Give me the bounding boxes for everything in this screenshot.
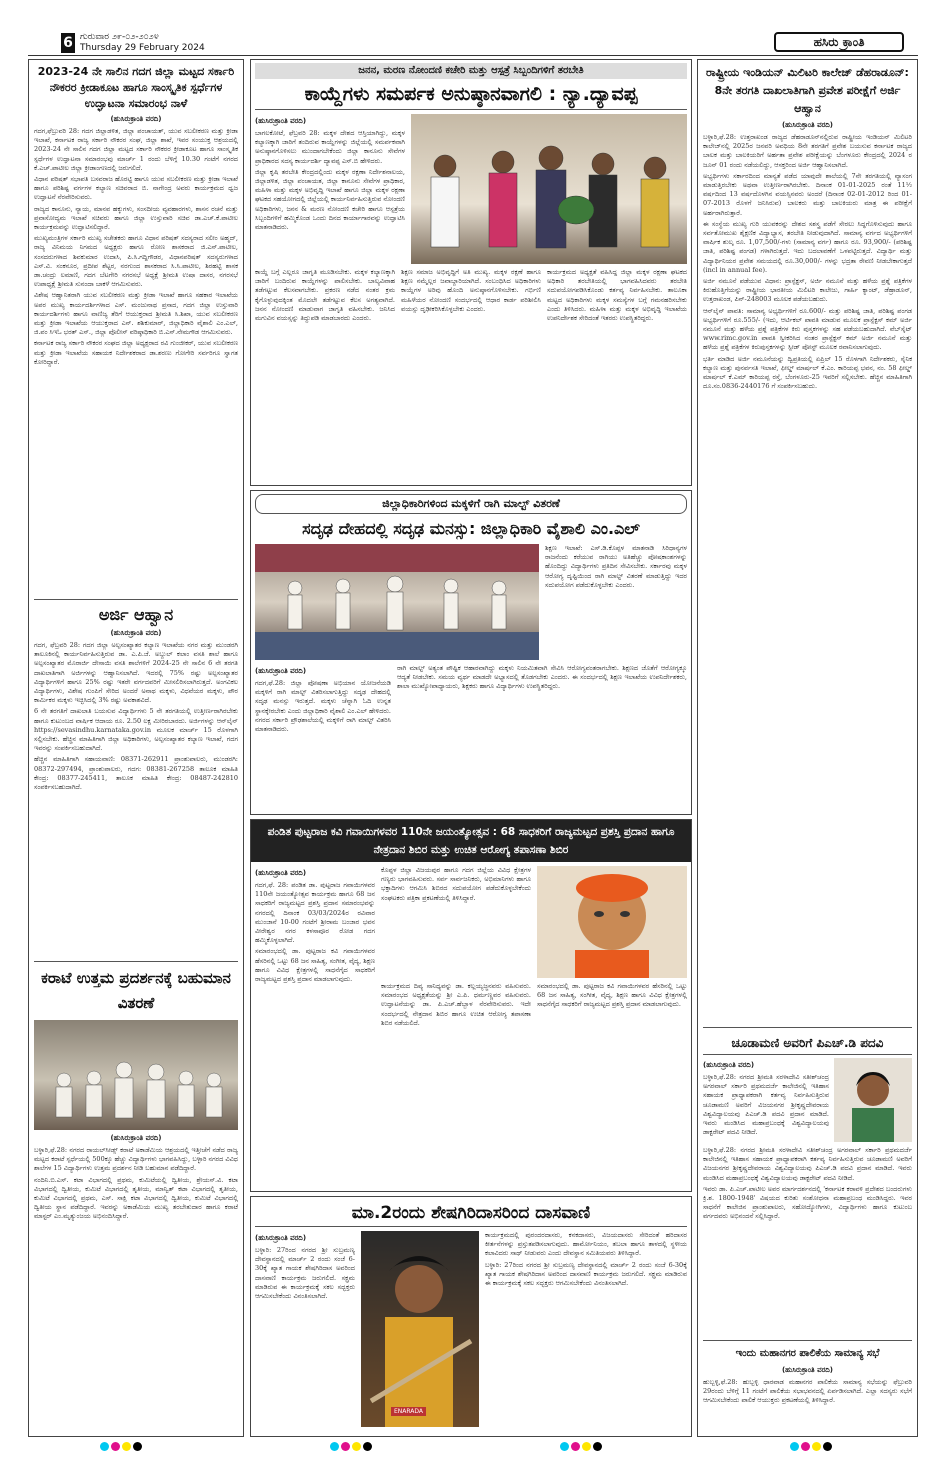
portrait-silhouette — [537, 866, 687, 978]
story-ragi-malt — [250, 490, 692, 815]
divider — [703, 1027, 912, 1028]
article-body — [703, 1378, 912, 1437]
paragraph: ಹೆಚ್ಚಿನ ಮಾಹಿತಿಗಾಗಿ ಸಹಾಯವಾಣಿ: 08371-262911 ಪ್ರಾಂಶುಪಾಲರು, ಮುಂಡರಗಿ: 08372-297494, ಪ್ರಾಂಶುಪಾಲರು, ಗದಗ: 08381-267258 ತಾಲೂಕ ಮಾಹಿತಿ ಕೇಂದ್ರ: 08377-245411, ತಾಲೂಕ ಮಾಹಿತಿ ಕೇಂದ್ರ: 08487-242810 ಸಂಪರ್ಕಿಸಬಹುದಾಗಿದೆ. — [34, 755, 238, 792]
paragraph: ಬಳ್ಳಾರಿ,ಫೆ.28: ನಗರದ ಶ್ರೀಮತಿ ಸರಳಾದೇವಿ ಸತೀಶ್‌ಚಂದ್ರ ಅಗರವಾಲ್ ಸರ್ಕಾರಿ ಪ್ರಥಮದರ್ಜೆ ಕಾಲೇಜಿನಲ್ಲಿ ಇತಿಹಾಸ ಸಹಾಯಕ ಪ್ರಾಧ್ಯಾಪಕರಾಗಿ ಕರ್ತವ್ಯ ನಿರ್ವಹಿಸುತ್ತಿರುವ ಚೂಡಾಮಣಿ ಅವರಿಗೆ ವಿಜಯನಗರ ಶ್ರೀಕೃಷ್ಣದೇವರಾಯ ವಿಶ್ವವಿದ್ಯಾಲಯವು ಪಿಎಚ್.ಡಿ ಪದವಿ ಪ್ರದಾನ ಮಾಡಿದೆ. ಇವರು ಮಂಡಿಸಿದ ಮಹಾಪ್ರಬಂಧಕ್ಕೆ ವಿಶ್ವವಿದ್ಯಾಲಯವು ಡಾಕ್ಟರೇಟ್ ಪದವಿ ನೀಡಿದೆ. — [703, 1146, 912, 1182]
paragraph: ಬಾಗಲಕೋಟೆ, ಫೆಬ್ರವರಿ 28: ಮಕ್ಕಳ ದೇಶದ ಆಸ್ತಿಯಾಗಿದ್ದು, ಮಕ್ಕಳ ಕಲ್ಯಾಣಕ್ಕಾಗಿ ಜಾರಿಗೆ ತಂದಿರುವ ಕಾಯ್ದೆಗಳನ್ನು ಜಿಲ್ಲೆಯಲ್ಲಿ ಸಮರ್ಪಕವಾಗಿ ಅನುಷ್ಠಾನಗೊಳಿಸಲು ಮುಂದಾಗಬೇಕೆಂದು ಜಿಲ್ಲಾ ಕಾನೂನು ಸೇವೆಗಳ ಪ್ರಾಧಿಕಾರದ ಸದಸ್ಯ ಕಾರ್ಯದರ್ಶಿ ದ್ಯಾವಪ್ಪ ಎಸ್.ಬಿ ಹೇಳಿದರು. — [255, 129, 405, 165]
article-body — [401, 268, 541, 486]
article-body — [703, 133, 912, 1023]
registration-dot — [571, 1442, 580, 1451]
registration-dot — [790, 1442, 799, 1451]
story-kicker: ಜನನ, ಮರಣ ನೋಂದಣಿ ಕಚೇರಿ ಮತ್ತು ಆಸ್ಪತ್ರೆ ಸಿಬ್ಬಂದಿಗಳಿಗೆ ತರಬೇತಿ — [255, 63, 687, 79]
article-headline: ಚೂಡಾಮಣಿ ಅವರಿಗೆ ಪಿಎಚ್.ಡಿ ಪದವಿ — [703, 1032, 912, 1055]
paragraph: ವಿಶೇಷ ಆಹ್ವಾನಿತರಾಗಿ ಯುವ ಸಬಲೀಕರಣ ಮತ್ತು ಕ್ರೀಡಾ ಇಲಾಖೆ ಹಾಗೂ ಸಹಕಾರ ಇಲಾಖೆಯ ಅಪರ ಮುಖ್ಯ ಕಾರ್ಯದರ್ಶಿಗಳಾದ ಎಸ್. ಮಂಜುನಾಥ ಪ್ರಸಾದ, ಗದಗ ಜಿಲ್ಲಾ ಉಸ್ತುವಾರಿ ಕಾರ್ಯದರ್ಶಿಗಳು ಹಾಗೂ ವಾಣಿಜ್ಯ ತೆರಿಗೆ ಆಯುಕ್ತರಾದ ಶ್ರೀಮತಿ ಸಿ.ಶಿಖಾ, ಯುವ ಸಬಲೀಕರಣ ಮತ್ತು ಕ್ರೀಡಾ ಇಲಾಖೆಯ ಆಯುಕ್ತರಾದ ಎನ್. ಶಶಿಕುಮಾರ್, ಜಿಲ್ಲಾಧಿಕಾರಿ ವೈಶಾಲಿ ಎಂ.ಎಲ್, ಜಿ.ಪಂ ಸಿಇಓ ಭರತ್ ಎಸ್., ಜಿಲ್ಲಾ ಪೊಲೀಸ್ ವರಿಷ್ಠಾಧಿಕಾರಿ ಬಿ.ಎಸ್.ನೇಮಗೌಡ ಆಗಮಿಸುವರು. — [34, 291, 238, 337]
registration-dot — [823, 1442, 832, 1451]
story-training — [250, 59, 692, 486]
paragraph: ಬಳ್ಳಾರಿ,ಫೆ.28: ಉತ್ತರಾಖಂಡ ರಾಜ್ಯದ ಡೆಹರಾಡೂನ್‌ನಲ್ಲಿರುವ ರಾಷ್ಟ್ರೀಯ ಇಂಡಿಯನ್ ಮಿಲಿಟರಿ ಕಾಲೇಜ್‌ನಲ್ಲಿ 2025ರ ಜನವರಿ ಅವಧಿಯ 8ನೇ ತರಗತಿಗೆ ಪ್ರವೇಶ ಬಯಸುವ ಕರ್ನಾಟಕ ರಾಜ್ಯದ ಬಾಲಕ ಮತ್ತು ಬಾಲಕಿಯರಿಗೆ ಅರ್ಹತಾ ಪ್ರವೇಶ ಪರೀಕ್ಷೆಯನ್ನು ಬೆಂಗಳೂರು ಕೇಂದ್ರದಲ್ಲಿ 2024 ರ ಜೂನ್ 01 ರಂದು ನಡೆಯಲಿದ್ದು, ಆಸಕ್ತರಿಂದ ಅರ್ಜಿ ಆಹ್ವಾನಿಸಲಾಗಿದೆ. — [703, 133, 912, 169]
article-body — [485, 1231, 687, 1427]
registration-dot — [593, 1442, 602, 1451]
paragraph: ಶಿಕ್ಷಣ ಇಲಾಖೆ: ಎಸ್.ಡಿ.ಕೊಪ್ಪಳ ಮಾತನಾಡಿ ಸಿರಿಧಾನ್ಯಗಳ ರಾಜನೆಂದು ಕರೆಯುವ ರಾಗಿಯು ಅತಿಹೆಚ್ಚು ಪೋಷಕಾಂಶಗಳನ್ನು ಹೊಂದಿದ್ದು ವಿದ್ಯಾರ್ಥಿಗಳು ಪ್ರತಿದಿನ ಸೇವಿಸಬೇಕು. ಸರ್ಕಾರವು ಮಕ್ಕಳ ಆರೋಗ್ಯ ದೃಷ್ಟಿಯಿಂದ ರಾಗಿ ಮಾಲ್ಟ್ ವಿತರಣೆ ಮಾಡುತ್ತಿದ್ದು ಇದರ ಸದುಪಯೋಗ ಪಡೆದುಕೊಳ್ಳಬೇಕು ಎಂದರು. — [545, 544, 687, 589]
article-body — [255, 129, 405, 261]
story-kicker: ಜಿಲ್ಲಾಧಿಕಾರಿಗಳಿಂದ ಮಕ್ಕಳಿಗೆ ರಾಗಿ ಮಾಲ್ಟ್ ವಿತರಣೆ — [255, 494, 687, 514]
article-body — [381, 866, 531, 978]
paragraph: ನಂದಿನಿ.ಬಿ.ಎಸ್. ಕಟಾ ವಿಭಾಗದಲ್ಲಿ ಪ್ರಥಮ, ಕುಮಿಟೆಯಲ್ಲಿ ದ್ವಿತೀಯ, ಶ್ರೇಯಸ್.ವಿ. ಕಟಾ ವಿಭಾಗದಲ್ಲಿ ದ್ವಿತೀಯ, ಕುಮಿಟೆ ವಿಭಾಗದಲ್ಲಿ ತೃತೀಯ, ಮಾನ್ವಿತ್ ಕಟಾ ವಿಭಾಗದಲ್ಲಿ ತೃತೀಯ, ಕುಮಿಟೆ ವಿಭಾಗದಲ್ಲಿ ಪ್ರಥಮ, ಎಸ್. ಸಾಕ್ಷಿ ಕಟಾ ವಿಭಾಗದಲ್ಲಿ ದ್ವಿತೀಯ, ಕುಮಿಟೆ ವಿಭಾಗದಲ್ಲಿ ದ್ವಿತೀಯ ಸ್ಥಾನ ಪಡೆದಿದ್ದಾರೆ. ಇವರನ್ನು ಅಕಾಡೆಮಿಯ ಮುಖ್ಯ ತರಬೇತುದಾರ ಹಾಗೂ ಕರಾಟೆ ಮಾಸ್ಟರ್ ಎಂ.ಮೃತ್ಯುಂಜಯ ಅಭಿನಂದಿಸಿದ್ದಾರೆ. — [34, 1175, 238, 1221]
article-dateline: (ಹುಸಿರುಕ್ರಾಂತಿ ವರದಿ) — [255, 117, 307, 125]
paragraph: ಕಾರ್ಯಕ್ರಮದಲ್ಲಿ ಪುರಂದರದಾಸರು, ಕನಕದಾಸರು, ವಿಜಯದಾಸರು ಸೇರಿದಂತೆ ಹರಿದಾಸರ ಕೀರ್ತನೆಗಳನ್ನು ಪ್ರಸ್ತುತಪಡಿಸಲಾಗುವುದು. ಹಾರ್ಮೋನಿಯಂ, ತಬಲಾ ಹಾಗೂ ತಾಳದಲ್ಲಿ ಸ್ಥಳೀಯ ಕಲಾವಿದರು ಸಾಥ್ ನೀಡುವರು ಎಂದು ದೇವಸ್ಥಾನ ಸಮಿತಿಯವರು ತಿಳಿಸಿದ್ದಾರೆ. — [485, 1231, 687, 1258]
paragraph: ಕಾರ್ಯಕ್ರಮದ ದಿವ್ಯ ಸಾನಿಧ್ಯವನ್ನು ಡಾ. ಕಲ್ಲಯ್ಯಜ್ಜನವರು ವಹಿಸುವರು. ಸಮಾರಂಭದ ಅಧ್ಯಕ್ಷತೆಯನ್ನು ಶ್ರೀ ಎ.ಪಿ. ಧರ್ಮಣ್ಣವರ ವಹಿಸುವರು. ಉದ್ಘಾಟನೆಯನ್ನು ಡಾ. ಪಿ.ಎಚ್.ಹೆಬ್ಬಾಳ ನೆರವೇರಿಸುವರು. ಇದೇ ಸಂದರ್ಭದಲ್ಲಿ ನೇತ್ರದಾನ ಶಿಬಿರ ಹಾಗೂ ಉಚಿತ ಆರೋಗ್ಯ ತಪಾಸಣಾ ಶಿಬಿರ ನಡೆಯಲಿದೆ. — [381, 982, 531, 1027]
issue-date — [80, 32, 205, 54]
article-body — [255, 1246, 355, 1426]
registration-dot — [330, 1442, 339, 1451]
article-dateline: (ಹುಸಿರುಕ್ರಾಂತಿ ವರದಿ) — [255, 667, 307, 675]
article-dateline: (ಹುಸಿರುಕ್ರಾಂತಿ ವರದಿ) — [110, 1134, 162, 1142]
registration-dot — [133, 1442, 142, 1451]
singer-portrait-photo — [361, 1231, 479, 1427]
officials-silhouette — [411, 114, 687, 264]
article-headline: ಕಾಯ್ದೆಗಳು ಸಮರ್ಪಕ ಅನುಷ್ಠಾನವಾಗಲಿ : ನ್ಯಾ.ದ್ಯಾವಪ್ಪ — [255, 79, 687, 110]
divider — [703, 1340, 912, 1341]
registration-dot — [341, 1442, 350, 1451]
paragraph: ಬಳ್ಳಾರಿ,ಫೆ.28: ನಗರದ ಶ್ರೀಮತಿ ಸರಳಾದೇವಿ ಸತೀಶ್‌ಚಂದ್ರ ಅಗರವಾಲ್ ಸರ್ಕಾರಿ ಪ್ರಥಮದರ್ಜೆ ಕಾಲೇಜಿನಲ್ಲಿ ಇತಿಹಾಸ ಸಹಾಯಕ ಪ್ರಾಧ್ಯಾಪಕರಾಗಿ ಕರ್ತವ್ಯ ನಿರ್ವಹಿಸುತ್ತಿರುವ ಚೂಡಾಮಣಿ ಅವರಿಗೆ ವಿಜಯನಗರ ಶ್ರೀಕೃಷ್ಣದೇವರಾಯ ವಿಶ್ವವಿದ್ಯಾಲಯವು ಪಿಎಚ್.ಡಿ ಪದವಿ ಪ್ರದಾನ ಮಾಡಿದೆ. ಇವರು ಮಂಡಿಸಿದ ಮಹಾಪ್ರಬಂಧಕ್ಕೆ ವಿಶ್ವವಿದ್ಯಾಲಯವು ಡಾಕ್ಟರೇಟ್ ಪದವಿ ನೀಡಿದೆ. — [703, 1073, 829, 1137]
registration-dot — [122, 1442, 131, 1451]
paragraph: ಈ ಸಂಸ್ಥೆಯ ಮುಖ್ಯ ಗುರಿ ಯುವಕರನ್ನು ದೇಶದ ಸಶಸ್ತ್ರ ಪಡೆಗೆ ಸೇರಲು ಸಿದ್ಧಗೊಳಿಸುವುದು ಹಾಗೂ ಸರ್ವತೋಮುಖ ಶೈಕ್ಷಣಿಕ ವಿದ್ಯಾಭ್ಯಾಸ, ತರಬೇತಿ ನೀಡುವುದಾಗಿದೆ. ಸಾಮಾನ್ಯ ವರ್ಗದ ಅಭ್ಯರ್ಥಿಗಳಿಗೆ ವಾರ್ಷಿಕ ಶುಲ್ಕ ರೂ. 1,07,500/-ಗಳು (ಸಾಮಾನ್ಯ ವರ್ಗ) ಹಾಗೂ ರೂ. 93,900/- (ಪರಿಶಿಷ್ಟ ಜಾತಿ, ಪರಿಶಿಷ್ಟ ಪಂಗಡ) ಗಳಾಗಿರುತ್ತದೆ. ಇದು ಬದಲಾವಣೆಗೆ ಒಳಪಟ್ಟಿರುತ್ತದೆ. ವಿದ್ಯಾರ್ಥಿ ಮತ್ತು ವಿದ್ಯಾರ್ಥಿನಿಯರ ಪ್ರವೇಶ ಸಮಯದಲ್ಲಿ ರೂ.30,000/- ಗಳನ್ನು ಭದ್ರತಾ ಠೇವಣಿ ನೀಡಬೇಕಾಗುತ್ತದೆ (incl in annual fee). — [703, 219, 912, 274]
paragraph: ಗದಗ,ಫೆಬ್ರುವರಿ 28: ಗದಗ ಜಿಲ್ಲಾಡಳಿತ, ಜಿಲ್ಲಾ ಪಂಚಾಯತ್, ಯುವ ಸಬಲೀಕರಣ ಮತ್ತು ಕ್ರೀಡಾ ಇಲಾಖೆ, ಕರ್ನಾಟಕ ರಾಜ್ಯ ಸರ್ಕಾರಿ ನೌಕರರ ಸಂಘ, ಜಿಲ್ಲಾ ಶಾಖೆ, ಇವರ ಸಂಯುಕ್ತ ಆಶ್ರಯದಲ್ಲಿ 2023-24 ನೇ ಸಾಲಿನ ಗದಗ ಜಿಲ್ಲಾ ಮಟ್ಟದ ಸರ್ಕಾರಿ ನೌಕರರ ಕ್ರೀಡಾಕೂಟ ಹಾಗೂ ಸಾಂಸ್ಕೃತಿಕ ಸ್ಪರ್ಧೆಗಳ ಉದ್ಘಾಟನಾ ಸಮಾರಂಭವು ಮಾರ್ಚ್ 1 ರಂದು ಬೆಳಿಗ್ಗೆ 10.30 ಗಂಟೆಗೆ ನಗರದ ಕೆ.ಎಚ್.ಪಾಟೀಲ ಜಿಲ್ಲಾ ಕ್ರೀಡಾಂಗಣದಲ್ಲಿ ಜರುಗಲಿದೆ. — [34, 127, 238, 172]
article-body — [381, 982, 531, 1180]
paragraph: ರಾಗಿ ಮಾಲ್ಟ್ ಅತ್ಯಂತ ಪೌಷ್ಟಿಕ ಆಹಾರವಾಗಿದ್ದು ಮಕ್ಕಳು ನಿಯಮಿತವಾಗಿ ಸೇವಿಸಿ ಆರೋಗ್ಯವಂತರಾಗಬೇಕು. ಶಿಕ್ಷಣದ ಜೊತೆಗೆ ಆರೋಗ್ಯಕ್ಕೂ ಆದ್ಯತೆ ನೀಡಬೇಕು. ಸಮಯ ವ್ಯರ್ಥ ಮಾಡದೇ ಅಭ್ಯಾಸದಲ್ಲಿ ತೊಡಗಬೇಕು ಎಂದರು. ಈ ಸಂದರ್ಭದಲ್ಲಿ ಶಿಕ್ಷಣ ಇಲಾಖೆಯ ಉಪನಿರ್ದೇಶಕರು, ಶಾಲಾ ಮುಖ್ಯೋಪಾಧ್ಯಾಯರು, ಶಿಕ್ಷಕರು ಹಾಗೂ ವಿದ್ಯಾರ್ಥಿಗಳು ಉಪಸ್ಥಿತರಿದ್ದರು. — [397, 664, 687, 691]
article-body — [545, 544, 687, 660]
group-silhouette — [34, 1020, 238, 1130]
paragraph: ಕಾರ್ಯಕ್ರಮದ ಅಧ್ಯಕ್ಷತೆ ವಹಿಸಿದ್ದ ಜಿಲ್ಲಾ ಮಕ್ಕಳ ರಕ್ಷಣಾ ಘಟಕದ ಅಧಿಕಾರಿ ತರಬೇತಿಯಲ್ಲಿ ಭಾಗವಹಿಸಿದವರು ತರಬೇತಿ ಸದುಪಯೋಗಪಡಿಸಿಕೊಂಡು ಕರ್ತವ್ಯ ನಿರ್ವಹಿಸಬೇಕು. ತಾಲೂಕಾ ಮಟ್ಟದ ಅಧಿಕಾರಿಗಳು ಮಕ್ಕಳ ಸಮಸ್ಯೆಗಳ ಬಗ್ಗೆ ಗಮನಹರಿಸಬೇಕು ಎಂದು ತಿಳಿಸಿದರು. ಮಹಿಳಾ ಮತ್ತು ಮಕ್ಕಳ ಅಭಿವೃದ್ಧಿ ಇಲಾಖೆಯ ಉಪನಿರ್ದೇಶಕ ಸೇರಿದಂತೆ ಇತರರು ಉಪಸ್ಥಿತರಿದ್ದರು. — [547, 268, 687, 323]
story-puttaraj-jayanti — [250, 819, 692, 1192]
masthead-logo: ಹಸಿರು ಕ್ರಾಂತಿ — [774, 32, 904, 52]
paragraph: ಅರ್ಜಿ ನಮೂನೆ ಪಡೆಯುವ ವಿಧಾನ: ಪ್ರಾಸ್ಪೆಕ್ಟಸ್, ಅರ್ಜಿ ನಮೂನೆ ಮತ್ತು ಹಳೆಯ ಪ್ರಶ್ನೆ ಪತ್ರಿಕೆಗಳ ಕಿರುಹೊತ್ತಿಗೆಯನ್ನು ರಾಷ್ಟ್ರೀಯ ಭಾರತೀಯ ಮಿಲಿಟರಿ ಕಾಲೇಜು, ಗಾರ್ಹಿ ಕ್ಯಾಂಟ್, ಡೆಹ್ರಾಡೂನ್, ಉತ್ತರಾಖಂಡ, ಪಿನ್-248003 ಮೂಲಕ ಪಡೆಯಬಹುದು. — [703, 277, 912, 304]
article-headline: ಕರಾಟೆ ಉತ್ತಮ ಪ್ರದರ್ಶನಕ್ಕೆ ಬಹುಮಾನ ವಿತರಣೆ — [41, 969, 231, 1012]
registration-dot — [100, 1442, 109, 1451]
registration-dot — [560, 1442, 569, 1451]
paragraph: ಗದಗ, ಫೆಬ್ರವರಿ 28: ಗದಗ ಜಿಲ್ಲಾ ಅಲ್ಪಸಂಖ್ಯಾತರ ಕಲ್ಯಾಣ ಇಲಾಖೆಯ ನಗರ ಮತ್ತು ಮುಂಡರಗಿ ತಾಲೂಕಿನಲ್ಲಿ ಕಾರ್ಯನಿರ್ವಹಿಸುತ್ತಿರುವ ಡಾ. ಎ.ಪಿ.ಜೆ. ಅಬ್ದುಲ್ ಕಲಾಂ ವಸತಿ ಶಾಲೆ ಹಾಗೂ ಅಲ್ಪಸಂಖ್ಯಾತರ ಮೊರಾರ್ಜಿ ದೇಸಾಯಿ ವಸತಿ ಶಾಲೆಗಳಿಗೆ 2024-25 ನೇ ಸಾಲಿನ 6 ನೇ ತರಗತಿ ದಾಖಲಾತಿಗಾಗಿ ಅರ್ಜಿಗಳನ್ನು ಆಹ್ವಾನಿಸಲಾಗಿದೆ. ಇದರಲ್ಲಿ 75% ರಷ್ಟು ಅಲ್ಪಸಂಖ್ಯಾತರ ವಿದ್ಯಾರ್ಥಿಗಳಿಗೆ ಹಾಗೂ 25% ರಷ್ಟು ಇತರೇ ವರ್ಗದವರಿಗೆ ಮೀಸಲಿರಿಸಲಾಗಿರುತ್ತದೆ. ಅಂಗವಿಕಲ ವಿದ್ಯಾರ್ಥಿಗಳು, ವಿಶೇಷ ಗುಂಪಿಗೆ ಸೇರಿದ ಅಂದರೆ ಅನಾಥ ಮಕ್ಕಳು, ವಿಧವೆಯರ ಮಕ್ಕಳು, ಪೌರ ಕಾರ್ಮಿಕರ ಮಕ್ಕಳು ಇಚ್ಛಿಸಿದಲ್ಲಿ 3% ರಷ್ಟು ಅವಕಾಶವಿದೆ. — [34, 641, 238, 705]
registration-marks-left — [100, 1442, 142, 1451]
registration-dot — [801, 1442, 810, 1451]
registration-dot — [812, 1442, 821, 1451]
right-column — [697, 59, 918, 1437]
paragraph: ಸಮಾರಂಭದಲ್ಲಿ ಡಾ. ಪುಟ್ಟರಾಜ ಕವಿ ಗವಾಯಿಗಳವರ ಹೆಸರಿನಲ್ಲಿ ಒಟ್ಟು 68 ಜನ ಸಾಹಿತ್ಯ, ಸಂಗೀತ, ವೈದ್ಯ, ಶಿಕ್ಷಣ ಹಾಗೂ ವಿವಿಧ ಕ್ಷೇತ್ರಗಳಲ್ಲಿ ಸಾಧನೆಗೈದ ಸಾಧಕರಿಗೆ ರಾಜ್ಯಮಟ್ಟದ ಪ್ರಶಸ್ತಿ ಪ್ರದಾನ ಮಾಡಲಾಗುವುದು. — [537, 982, 687, 1009]
divider — [34, 599, 238, 600]
paragraph: ಬಳ್ಳಾರಿ,ಫೆ.28: ನಗರದ ರಾಯಲ್‌ಸೀಡ್ಸ್ ಕರಾಟೆ ಅಕಾಡೆಮಿಯ ಆಶ್ರಯದಲ್ಲಿ ಇತ್ತೀಚೆಗೆ ನಡೆದ ರಾಜ್ಯ ಮಟ್ಟದ ಕರಾಟೆ ಸ್ಪರ್ಧೆಯಲ್ಲಿ 500ಕ್ಕೂ ಹೆಚ್ಚು ವಿದ್ಯಾರ್ಥಿಗಳು ಭಾಗವಹಿಸಿದ್ದು, ಬಳ್ಳಾರಿ ನಗರದ ವಿವಿಧ ಶಾಲೆಗಳ 15 ವಿದ್ಯಾರ್ಥಿಗಳು ಉತ್ತಮ ಪ್ರದರ್ಶನ ನೀಡಿ ಬಹುಮಾನ ಪಡೆದಿದ್ದಾರೆ. — [34, 1146, 238, 1173]
left-column — [28, 59, 244, 1437]
article-dateline: (ಹುಸಿರುಕ್ರಾಂತಿ ವರದಿ) — [781, 121, 834, 129]
paragraph: ಗದಗ,ಫೆ. 28: ಪಂಡಿತ ಡಾ. ಪುಟ್ಟರಾಜ ಗವಾಯಿಗಳವರ 110ನೇ ಜಯಂತ್ಯೋತ್ಸವ ಕಾರ್ಯಕ್ರಮ ಹಾಗೂ 68 ಜನ ಸಾಧಕರಿಗೆ ರಾಜ್ಯಮಟ್ಟದ ಪ್ರಶಸ್ತಿ ಪ್ರದಾನ ಸಮಾರಂಭವನ್ನು ನಗರದಲ್ಲಿ ದಿನಾಂಕ 03/03/2024ರ ರವಿವಾರ ಮುಂಜಾನೆ 10-00 ಗಂಟೆಗೆ ಶ್ರೀರಾಮ ಬಂಜಾರ ಭವನ ವೀರೇಶ್ವರ ನಗರ ಕಳಸಾಪೂರ ರೋಡ ಗದಗ ಹಮ್ಮಿಕೊಳ್ಳಲಾಗಿದೆ. — [255, 881, 375, 945]
paragraph: ಹುಬ್ಬಳ್ಳಿ,ಫೆ.28: ಹುಬ್ಬಳ್ಳಿ ಧಾರವಾಡ ಮಹಾನಗರ ಪಾಲಿಕೆಯ ಸಾಮಾನ್ಯ ಸಭೆಯನ್ನು ಫೆಬ್ರುವರಿ 29ರಂದು ಬೆಳಿಗ್ಗೆ 11 ಗಂಟೆಗೆ ಪಾಲಿಕೆಯ ಸಭಾಭವನದಲ್ಲಿ ಏರ್ಪಡಿಸಲಾಗಿದೆ. ಎಲ್ಲಾ ಸದಸ್ಯರು ಸಭೆಗೆ ಆಗಮಿಸಬೇಕೆಂದು ಪಾಲಿಕೆ ಆಯುಕ್ತರು ಪ್ರಕಟಣೆಯಲ್ಲಿ ತಿಳಿಸಿದ್ದಾರೆ. — [703, 1378, 912, 1405]
paragraph: ವಿಧಾನ ಪರಿಷತ್ ಸಭಾಪತಿ ಬಸವರಾಜ ಹೊರಟ್ಟಿ ಹಾಗೂ ಯುವ ಸಬಲೀಕರಣ ಮತ್ತು ಕ್ರೀಡಾ ಇಲಾಖೆ ಹಾಗೂ ಪರಿಶಿಷ್ಟ ವರ್ಗಗಳ ಕಲ್ಯಾಣ ಸಚಿವರಾದ ಬಿ. ನಾಗೇಂದ್ರ ಅವರು ಕಾರ್ಯಕ್ರಮದ ಧ್ವಜ ಉದ್ಘಾಟನೆ ನೆರವೇರಿಸುವರು. — [34, 175, 238, 202]
article-body — [34, 127, 238, 595]
article-body — [537, 982, 687, 1180]
registration-dot — [111, 1442, 120, 1451]
article-dateline: (ಹುಸಿರುಕ್ರಾಂತಿ ವರದಿ) — [255, 1234, 307, 1242]
paragraph: ಅಭ್ಯರ್ಥಿಗಳು ಸರ್ಕಾರದಿಂದ ಮಾನ್ಯತೆ ಪಡೆದ ಯಾವುದೇ ಶಾಲೆಯಲ್ಲಿ 7ನೇ ತರಗತಿಯಲ್ಲಿ ವ್ಯಾಸಂಗ ಮಾಡುತ್ತಿರಬೇಕು ಅಥವಾ ಉತ್ತೀರ್ಣರಾಗಿರಬೇಕು. ದಿನಾಂಕ 01-01-2025 ರಂತೆ 11½ ವರ್ಷದಿಂದ 13 ವರ್ಷದೊಳಗಿನ ವಯಸ್ಸಿನವರು ಅಂದರೆ (ದಿನಾಂಕ 02-01-2012 ರಿಂದ 01-07-2013 ರೊಳಗೆ ಜನಿಸಿರುವ) ಬಾಲಕರು ಮತ್ತು ಬಾಲಕಿಯರು ಮಾತ್ರ ಈ ಪರೀಕ್ಷೆಗೆ ಅರ್ಹರಾಗಿರುತ್ತಾರೆ. — [703, 171, 912, 217]
article-headline: ರಾಷ್ಟ್ರೀಯ ಇಂಡಿಯನ್ ಮಿಲಿಟರಿ ಕಾಲೇಜ್ ಡೆಹರಾಡೂನ್: 8ನೇ ತರಗತಿ ದಾಖಲಾತಿಗಾಗಿ ಪ್ರವೇಶ ಪರೀಕ್ಷೆಗೆ ಅರ್ಜಿ ಆಹ್ವಾನ — [706, 66, 909, 115]
article-body — [703, 1073, 829, 1143]
paragraph: ರಾಜ್ಯದ ಕಾನೂನು, ನ್ಯಾಯ, ಮಾನವ ಹಕ್ಕುಗಳು, ಸಂಸದೀಯ ವ್ಯವಹಾರಗಳು, ಶಾಸನ ರಚನೆ ಮತ್ತು ಪ್ರವಾಸೋದ್ಯಮ ಇಲಾಖೆ ಸಚಿವರು ಹಾಗೂ ಜಿಲ್ಲಾ ಉಸ್ತುವಾರಿ ಸಚಿವ ಡಾ.ಎಚ್.ಕೆ.ಪಾಟೀಲ ಕಾರ್ಯಕ್ರಮವನ್ನು ಉದ್ಘಾಟಿಸಲಿದ್ದಾರೆ. — [34, 204, 238, 232]
story-dasavani — [250, 1196, 692, 1437]
paragraph: ಜಿಲ್ಲಾ ಕೃಷಿ ತರಬೇತಿ ಕೇಂದ್ರದಲ್ಲಿಂದು ಮಕ್ಕಳ ರಕ್ಷಣಾ ನಿರ್ದೇಶನಾಲಯ, ಜಿಲ್ಲಾಡಳಿತ, ಜಿಲ್ಲಾ ಪಂಚಾಯತ, ಜಿಲ್ಲಾ ಕಾನೂನು ಸೇವೆಗಳ ಪ್ರಾಧಿಕಾರ, ಮಹಿಳಾ ಮತ್ತು ಮಕ್ಕಳ ಅಭಿವೃದ್ಧಿ ಇಲಾಖೆ ಹಾಗೂ ಜಿಲ್ಲಾ ಮಕ್ಕಳ ರಕ್ಷಣಾ ಘಟಕದ ಸಹಯೋಗದಲ್ಲಿ ಜಿಲ್ಲೆಯಲ್ಲಿ ಕಾರ್ಯನಿರ್ವಹಿಸುತ್ತಿರುವ ನೋಂದಣಿ ಅಧಿಕಾರಿಗಳು, ಜನನ & ಮರಣ ನೋಂದಣಿ ಕಚೇರಿ ಹಾಗೂ ಆಸ್ಪತ್ರೆಯ ಸಿಬ್ಬಂದಿಗಳಿಗೆ ಹಮ್ಮಿಕೊಂಡ ಒಂದು ದಿನದ ಕಾರ್ಯಾಗಾರವನ್ನು ಉದ್ಘಾಟಿಸಿ ಮಾತನಾಡಿದರು. — [255, 167, 405, 232]
issue-date-english: Thursday 29 February 2024 — [80, 43, 205, 53]
article-body — [255, 268, 395, 486]
paragraph: ಮುಖ್ಯಮಂತ್ರಿಗಳ ಸರ್ಕಾರಿ ಮುಖ್ಯ ಸಚೇತಕರು ಹಾಗೂ ವಿಧಾನ ಪರಿಷತ್ ಸದಸ್ಯರಾದ ಸಲೀಂ ಅಹ್ಮದ್, ರಾಜ್ಯ ವಿನಿಮಯ ನಿಗಮದ ಅಧ್ಯಕ್ಷರು ಹಾಗೂ ರೋಣ ಶಾಸಕರಾದ ಜಿ.ಎಸ್.ಪಾಟೀಲ, ಸಂಸದರುಗಳಾದ ಶಿವಕುಮಾರ ಉದಾಸಿ, ಪಿ.ಸಿ.ಗದ್ದಿಗೌಡರ, ವಿಧಾನಪರಿಷತ್ ಸದಸ್ಯರುಗಳಾದ ಎಸ್.ವಿ. ಸಂಕನೂರ, ಪ್ರದೀಪ ಶೆಟ್ಟರ, ನರಗುಂದ ಶಾಸಕರಾದ ಸಿ.ಸಿ.ಪಾಟೀಲ, ಶಿರಹಟ್ಟಿ ಶಾಸಕ ಡಾ.ಚಂದ್ರು ಲಮಾಣಿ, ಗದಗ ಬೆಟಗೇರಿ ನಗರಸಭೆ ಅಧ್ಯಕ್ಷೆ ಶ್ರೀಮತಿ ಉಷಾ ದಾಸರ, ನಗರಸಭೆ ಉಪಾಧ್ಯಕ್ಷೆ ಶ್ರೀಮತಿ ಸುನಂದಾ ಬಾಕಳೆ ಆಗಮಿಸುವರು. — [34, 234, 238, 289]
paragraph: ಆನ್‌ಲೈನ್ ಪಾವತಿ: ಸಾಮಾನ್ಯ ಅಭ್ಯರ್ಥಿಗಳಿಗೆ ರೂ.600/- ಮತ್ತು ಪರಿಶಿಷ್ಟ ಜಾತಿ, ಪರಿಶಿಷ್ಟ ಪಂಗಡ ಅಭ್ಯರ್ಥಿಗಳಿಗೆ ರೂ.555/- (ಇದು, ಆರ್ಟಿಕಲ್ ಪಾವತಿ ಮಾಡುವ ಮೂಲಕ ಪ್ರಾಸ್ಪೆಕ್ಟಸ್ ಕಮ್ ಅರ್ಜಿ ನಮೂನೆ ಮತ್ತು ಹಳೆಯ ಪ್ರಶ್ನೆ ಪತ್ರಿಕೆಗಳ ಕಿರು ಪುಸ್ತಕಗಳನ್ನು ಸಹ ಪಡೆಯಬಹುದಾಗಿದೆ. ವೆಬ್‌ಸೈಟ್ www.rimc.gov.in ಪಾವತಿ ಸ್ವೀಕರಿಸಿದ ನಂತರ ಪ್ರಾಸ್ಪೆಕ್ಟಸ್ ಕಮ್ ಅರ್ಜಿ ನಮೂನೆ ಮತ್ತು ಹಳೆಯ ಪ್ರಶ್ನೆ ಪತ್ರಿಕೆಗಳ ಕಿರುಪುಸ್ತಕಗಳನ್ನು ಸ್ಪೀಡ್ ಪೋಸ್ಟ್ ಮೂಲಕ ರವಾನಿಸಲಾಗುವುದು. — [703, 306, 912, 352]
paragraph: ಸಮಾರಂಭದಲ್ಲಿ ಡಾ. ಪುಟ್ಟರಾಜ ಕವಿ ಗವಾಯಿಗಳವರ ಹೆಸರಿನಲ್ಲಿ ಒಟ್ಟು 68 ಜನ ಸಾಹಿತ್ಯ, ಸಂಗೀತ, ವೈದ್ಯ, ಶಿಕ್ಷಣ ಹಾಗೂ ವಿವಿಧ ಕ್ಷೇತ್ರಗಳಲ್ಲಿ ಸಾಧನೆಗೈದ ಸಾಧಕರಿಗೆ ರಾಜ್ಯಮಟ್ಟದ ಪ್ರಶಸ್ತಿ ಪ್ರದಾನ ಮಾಡಲಾಗುವುದು. — [255, 947, 375, 984]
page-number: 6 — [61, 33, 75, 53]
paragraph: ಬಳ್ಳಾರಿ: 27ರಿಂದ ನಗರದ ಶ್ರೀ ಸುಬ್ರಮಣ್ಯ ದೇವಸ್ಥಾನದಲ್ಲಿ ಮಾರ್ಚ್ 2 ರಂದು ಸಂಜೆ 6-30ಕ್ಕೆ ಖ್ಯಾತ ಗಾಯಕ ಶೇಷಗಿರಿದಾಸ ಅವರಿಂದ ದಾಸವಾಣಿ ಕಾರ್ಯಕ್ರಮ ಜರುಗಲಿದೆ. ಸಕ್ಷ್ರಮ ಮಾಡಿರುವ ಈ ಕಾರ್ಯಕ್ರಮಕ್ಕೆ ಸಕಲ ಸದ್ಭಕ್ತರು ಆಗಮಿಸಬೇಕೆಂದು ವಿನಂತಿಸಲಾಗಿದೆ. — [485, 1260, 687, 1288]
paragraph: ಇವರು ಡಾ. ಪಿ.ಎಚ್.ಪಾಟೀಲ ಅವರ ಮಾರ್ಗದರ್ಶನದಲ್ಲಿ 'ಕರ್ನಾಟಕ ಕರಾವಳಿ ಪ್ರದೇಶದ ಬಂದರುಗಳು ಕ್ರಿ.ಶ. 1800-1948' ವಿಷಯದ ಕುರಿತು ಸಂಶೋಧನಾ ಮಹಾಪ್ರಬಂಧ ಮಂಡಿಸಿದ್ದರು. ಇವರ ಸಾಧನೆಗೆ ಕಾಲೇಜಿನ ಪ್ರಾಂಶುಪಾಲರು, ಸಹೋದ್ಯೋಗಿಗಳು, ವಿದ್ಯಾರ್ಥಿಗಳು ಹಾಗೂ ಕುಟುಂಬ ವರ್ಗದವರು ಅಭಿನಂದನೆ ಸಲ್ಲಿಸಿದ್ದಾರೆ. — [703, 1184, 912, 1221]
article-headline: ಮಾ.2ರಂದು ಶೇಷಗಿರಿದಾಸರಿಂದ ದಾಸವಾಣಿ — [255, 1200, 687, 1227]
woman-silhouette — [834, 1058, 912, 1142]
paragraph: ಕರ್ನಾಟಕ ರಾಜ್ಯ ಸರ್ಕಾರಿ ನೌಕರರ ಸಂಘದ ಜಿಲ್ಲಾ ಅಧ್ಯಕ್ಷರಾದ ರವಿ ಗುಂಜೀಕರ್, ಯುವ ಸಬಲೀಕರಣ ಮತ್ತು ಕ್ರೀಡಾ ಇಲಾಖೆಯ ಸಹಾಯಕ ನಿರ್ದೇಶಕರಾದ ಡಾ.ಶರಣು ಗೋಗೇರಿ ಸರ್ವರಿಗೂ ಸ್ವಾಗತ ಕೋರಿದ್ದಾರೆ. — [34, 339, 238, 366]
karate-students-photo — [34, 1020, 238, 1130]
article-headline: ಸದೃಢ ದೇಹದಲ್ಲಿ ಸದೃಢ ಮನಸ್ಸು: ಜಿಲ್ಲಾಧಿಕಾರಿ ವೈಶಾಲಿ ಎಂ.ಎಲ್ — [302, 519, 640, 538]
chudamani-portrait-photo — [834, 1058, 912, 1142]
article-headline: ಅರ್ಜಿ ಆಹ್ವಾನ — [98, 605, 174, 624]
article-headline: ಪಂಡಿತ ಪುಟ್ಟರಾಜ ಕವಿ ಗವಾಯಿಗಳವರ 110ನೇ ಜಯಂತ್ಯೋತ್ಸವ : 68 ಸಾಧಕರಿಗೆ ರಾಜ್ಯಮಟ್ಟದ ಪ್ರಶಸ್ತಿ ಪ್ರದಾನ ಹಾಗೂ ನೇತ್ರದಾನ ಶಿಬಿರ ಮತ್ತು ಉಚಿತ ಆರೋಗ್ಯ ತಪಾಸಣಾ ಶಿಬಿರ — [251, 820, 691, 862]
article-dateline: (ಹುಸಿರುಕ್ರಾಂತಿ ವರದಿ) — [255, 869, 307, 877]
paragraph: ಭರ್ತಿ ಮಾಡಿದ ಅರ್ಜಿ ನಮೂನೆಯನ್ನು ದ್ವಿಪ್ರತಿಯಲ್ಲಿ ಏಪ್ರಿಲ್ 15 ರೊಳಗಾಗಿ ನಿರ್ದೇಶಕರು, ಸೈನಿಕ ಕಲ್ಯಾಣ ಮತ್ತು ಪುನರ್ವಸತಿ ಇಲಾಖೆ, ಫೀಲ್ಡ್ ಮಾರ್ಷಲ್ ಕೆ.ಎಂ. ಕಾರಿಯಪ್ಪ ಭವನ, ನಂ. 58 ಫೀಲ್ಡ್ ಮಾರ್ಷಲ್ ಕೆ.ಎಮ್ ಕಾರಿಯಪ್ಪ ರಸ್ತೆ, ಬೆಂಗಳೂರು-25 ಇವರಿಗೆ ಸಲ್ಲಿಸಬೇಕು. ಹೆಚ್ಚಿನ ಮಾಹಿತಿಗಾಗಿ ದೂ.ಸಂ.0836-2440176 ಗೆ ಸಂಪರ್ಕಿಸಬಹುದು. — [703, 354, 912, 391]
article-body — [703, 1146, 912, 1336]
article-dateline: (ಹುಸಿರುಕ್ರಾಂತಿ ವರದಿ) — [110, 115, 162, 123]
gavai-portrait-photo — [537, 866, 687, 978]
paragraph: ಕಾಯ್ದೆ ಬಗ್ಗೆ ಎಲ್ಲರೂ ಜಾಗೃತಿ ಮೂಡಿಸಬೇಕು. ಮಕ್ಕಳ ಕಲ್ಯಾಣಕ್ಕಾಗಿ ಜಾರಿಗೆ ಬಂದಿರುವ ಕಾಯ್ದೆಗಳನ್ನು ಪಾಲಿಸಬೇಕು. ಬಾಲ್ಯವಿವಾಹ ತಡೆಗಟ್ಟುವ ಕೆಲಸವಾಗಬೇಕು. ಪ್ರಕರಣ ನಡೆದ ನಂತರ ಕ್ರಮ ಕೈಗೊಳ್ಳುವುದಕ್ಕಿಂತ ಮೊದಲೇ ತಡೆಗಟ್ಟುವ ಕೆಲಸ ಅಗತ್ಯವಾಗಿದೆ. ಜನನ ನೋಂದಣಿ ಮಾಡುವಾಗ ಜಾಗೃತಿ ವಹಿಸಬೇಕು. ಜನಿಸಿದ ಮಗುವಿನ ವಯಸ್ಸನ್ನು ತಿದ್ದುಪಡಿ ಮಾಡಬಾರದು ಎಂದರು. — [255, 268, 395, 323]
paragraph: ಬಳ್ಳಾರಿ: 27ರಿಂದ ನಗರದ ಶ್ರೀ ಸುಬ್ರಮಣ್ಯ ದೇವಸ್ಥಾನದಲ್ಲಿ ಮಾರ್ಚ್ 2 ರಂದು ಸಂಜೆ 6-30ಕ್ಕೆ ಖ್ಯಾತ ಗಾಯಕ ಶೇಷಗಿರಿದಾಸ ಅವರಿಂದ ದಾಸವಾಣಿ ಕಾರ್ಯಕ್ರಮ ಜರುಗಲಿದೆ. ಸಕ್ಷ್ರಮ ಮಾಡಿರುವ ಈ ಕಾರ್ಯಕ್ರಮಕ್ಕೆ ಸಕಲ ಸದ್ಭಕ್ತರು ಆಗಮಿಸಬೇಕೆಂದು ವಿನಂತಿಸಲಾಗಿದೆ. — [255, 1246, 355, 1301]
photo-credit-tag: ENARADA — [391, 1407, 426, 1416]
ragi-malt-event-photo — [255, 544, 539, 660]
issue-date-kannada: ಗುರುವಾರ ೨೯-೦೨-೨೦೨೪ — [80, 32, 159, 42]
article-dateline: (ಹುಸಿರುಕ್ರಾಂತಿ ವರದಿ) — [781, 1366, 834, 1374]
article-headline: 2023-24 ನೇ ಸಾಲಿನ ಗದಗ ಜಿಲ್ಲಾ ಮಟ್ಟದ ಸರ್ಕಾರಿ ನೌಕರರ ಕ್ರೀಡಾಕೂಟ ಹಾಗೂ ಸಾಂಸ್ಕೃತಿಕ ಸ್ಪರ್ಧೆಗಳ ಉದ್ಘಾಟನಾ ಸಮಾರಂಭ ನಾಳೆ — [37, 65, 235, 110]
paragraph: 6 ನೇ ತರಗತಿಗೆ ದಾಖಲಾತಿ ಬಯಸುವ ವಿದ್ಯಾರ್ಥಿಗಳು 5 ನೇ ತರಗತಿಯಲ್ಲಿ ಉತ್ತೀರ್ಣರಾಗಿರಬೇಕು ಹಾಗೂ ಕುಟುಂಬದ ವಾರ್ಷಿಕ ಆದಾಯ ರೂ. 2.50 ಲಕ್ಷ ಮೀರಿರಬಾರದು. ಅರ್ಜಿಗಳನ್ನು ಆನ್‌ಲೈನ್ https://sevasindhu.karnataka.gov.in ಮೂಲಕ ಮಾರ್ಚ್ 15 ರೊಳಗಾಗಿ ಸಲ್ಲಿಸಬೇಕು. ಹೆಚ್ಚಿನ ಮಾಹಿತಿಗಾಗಿ ಜಿಲ್ಲಾ ಅಧಿಕಾರಿಗಳು, ಅಲ್ಪಸಂಖ್ಯಾತರ ಕಲ್ಯಾಣ ಇಲಾಖೆ, ಗದಗ ಇವರನ್ನು ಸಂಪರ್ಕಿಸಬಹುದಾಗಿದೆ. — [34, 707, 238, 753]
article-dateline: (ಹುಸಿರುಕ್ರಾಂತಿ ವರದಿ) — [110, 629, 162, 637]
registration-dot — [363, 1442, 372, 1451]
page-header — [28, 30, 918, 56]
paragraph: ಶಿಕ್ಷಣ ಸಮಾಜ ಅಭಿವೃದ್ಧಿಗೆ ಅತಿ ಮುಖ್ಯ. ಮಕ್ಕಳ ರಕ್ಷಣೆ ಹಾಗೂ ಶಿಕ್ಷಣ ನಮ್ಮೆಲ್ಲರ ಜವಾಬ್ದಾರಿಯಾಗಿದೆ. ಸಂಬಂಧಿಸಿದ ಅಧಿಕಾರಿಗಳು ಕಾಯ್ದೆಗಳ ಅರಿವು ಹೊಂದಿ ಅನುಷ್ಠಾನಗೊಳಿಸಬೇಕು. ಗರ್ಭಿಣಿ ಮಹಿಳೆಯರ ನೋಂದಣಿ ಸಂದರ್ಭದಲ್ಲಿ ಆಧಾರ ಕಾರ್ಡ ಪರಿಶೀಲಿಸಿ ವಯಸ್ಸು ದೃಢೀಕರಿಸಿಕೊಳ್ಳಬೇಕು ಎಂದರು. — [401, 268, 541, 313]
registration-marks-center-right — [560, 1442, 602, 1451]
article-body — [547, 268, 687, 486]
registration-dot — [582, 1442, 591, 1451]
singer-silhouette — [361, 1231, 479, 1427]
article-body — [255, 881, 375, 1177]
registration-dot — [352, 1442, 361, 1451]
article-body — [255, 679, 391, 791]
inauguration-photo — [411, 114, 687, 264]
paragraph: ಗದಗ,ಫೆ.28: ಜಿಲ್ಲಾ ಪೋಷಣಾ ಅಭಿಯಾನ ಯೋಜನೆಯಡಿ ಮಕ್ಕಳಿಗೆ ರಾಗಿ ಮಾಲ್ಟ್ ವಿತರಿಸಲಾಗುತ್ತಿದ್ದು ಸದೃಢ ದೇಹದಲ್ಲಿ ಸದೃಢ ಮನಸ್ಸು ಇರುತ್ತದೆ. ಮಕ್ಕಳು ಚೆನ್ನಾಗಿ ಓದಿ ಉನ್ನತ ಸ್ಥಾನಕ್ಕೇರಬೇಕು ಎಂದು ಜಿಲ್ಲಾಧಿಕಾರಿ ವೈಶಾಲಿ ಎಂ.ಎಲ್ ಹೇಳಿದರು. ನಗರದ ಸರ್ಕಾರಿ ಪ್ರೌಢಶಾಲೆಯಲ್ಲಿ ಮಕ್ಕಳಿಗೆ ರಾಗಿ ಮಾಲ್ಟ್ ವಿತರಿಸಿ ಮಾತನಾಡಿದರು. — [255, 679, 391, 734]
registration-marks-right — [790, 1442, 832, 1451]
paragraph: ಕೊಪ್ಪಳ ಜಿಲ್ಲಾ ವಿಜಯಪುರ ಹಾಗೂ ಗದಗ ಜಿಲ್ಲೆಯ ವಿವಿಧ ಕ್ಷೇತ್ರಗಳ ಗಣ್ಯರು ಭಾಗವಹಿಸುವರು. ಸರ್ವ ಸಾರ್ವಜನಿಕರು, ಅಭಿಮಾನಿಗಳು ಹಾಗೂ ಭಕ್ತಾದಿಗಳು ಆಗಮಿಸಿ ಶಿಬಿರದ ಸದುಪಯೋಗ ಪಡೆದುಕೊಳ್ಳಬೇಕೆಂದು ಸಂಘಟಕರು ಪತ್ರಿಕಾ ಪ್ರಕಟಣೆಯಲ್ಲಿ ತಿಳಿಸಿದ್ದಾರೆ. — [381, 866, 531, 902]
article-body — [34, 1146, 238, 1406]
article-headline: ಇಂದು ಮಹಾನಗರ ಪಾಲಿಕೆಯ ಸಾಮಾನ್ಯ ಸಭೆ — [735, 1348, 880, 1359]
registration-marks-center-left — [330, 1442, 372, 1451]
article-body — [397, 664, 687, 788]
article-body — [34, 641, 238, 957]
divider — [34, 961, 238, 962]
stage-silhouette — [255, 544, 539, 660]
article-dateline: (ಹುಸಿರುಕ್ರಾಂತಿ ವರದಿ) — [703, 1061, 755, 1069]
